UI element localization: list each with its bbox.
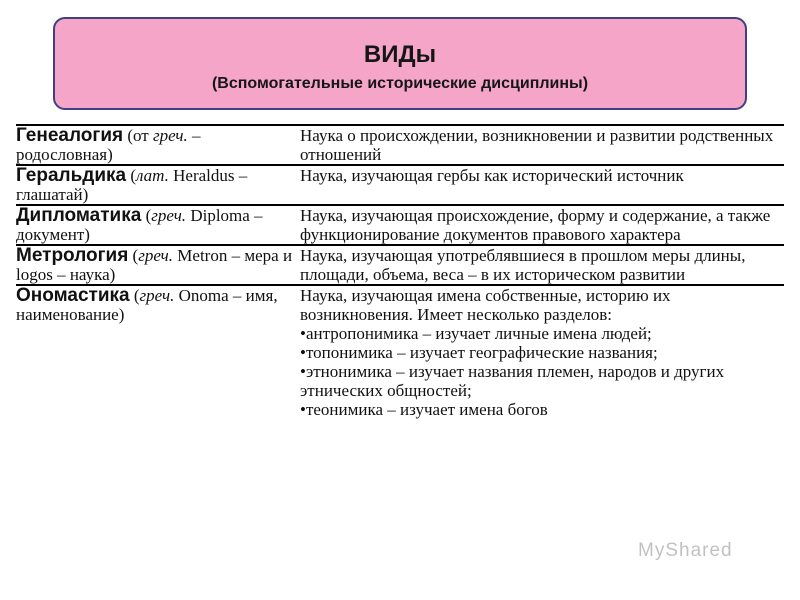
definition-text: Наука, изучающая гербы как исторический источник xyxy=(300,166,684,185)
term-origin-open: ( xyxy=(141,206,152,225)
table-row-metrology xyxy=(16,245,784,285)
definition-bullet: •этнонимика – изучает названия племен, народов и других этнических общностей; xyxy=(300,362,725,400)
term-origin-open: ( xyxy=(129,286,140,305)
title-banner xyxy=(53,17,747,110)
term-origin-meaning: Onoma – имя, наименование) xyxy=(16,286,278,324)
table-row-diplomatics xyxy=(16,205,784,245)
disciplines-table xyxy=(16,124,784,419)
table-row-heraldry xyxy=(16,165,784,205)
term-cell xyxy=(16,165,300,205)
definition-cell xyxy=(300,245,784,285)
definition-bullet: •антропонимика – изучает личные имена людей; xyxy=(300,324,652,343)
term-origin-language: греч. xyxy=(151,206,187,225)
term-origin-meaning: – родословная) xyxy=(16,126,201,164)
term-origin-meaning: Heraldus – глашатай) xyxy=(16,166,248,204)
term-origin-language: лат. xyxy=(136,166,169,185)
table-row-genealogy xyxy=(16,125,784,165)
term-origin-meaning: Diploma – документ) xyxy=(16,206,263,244)
term-name: Ономастика xyxy=(16,285,130,306)
term-cell xyxy=(16,245,300,285)
term-origin-language: греч. xyxy=(152,126,188,145)
definition-cell xyxy=(300,205,784,245)
definition-text: Наука, изучающая имена собственные, историю их возникновения. Имеет несколько разделов: xyxy=(300,286,671,324)
table-row-onomastics xyxy=(16,285,784,419)
watermark-logo: MyShared xyxy=(638,540,733,561)
term-name: Генеалогия xyxy=(16,125,124,146)
definition-text: Наука, изучающая употреблявшиеся в прошлом меры длины, площади, объема, веса – в их историческом развитии xyxy=(300,246,746,284)
page-subtitle: (Вспомогательные исторические дисциплины) xyxy=(211,75,589,92)
definition-text: Наука о происхождении, возникновении и развитии родственных отношений xyxy=(300,126,774,164)
definition-bullet: •теонимика – изучает имена богов xyxy=(300,400,548,419)
disciplines-table-body xyxy=(16,125,784,419)
term-name: Дипломатика xyxy=(16,205,142,226)
term-cell xyxy=(16,205,300,245)
definition-bullet: •топонимика – изучает географические названия; xyxy=(300,343,658,362)
term-name: Геральдика xyxy=(16,165,127,186)
page-title: ВИДы xyxy=(363,41,437,68)
definition-text: Наука, изучающая происхождение, форму и содержание, а также функционирование документов правового характера xyxy=(300,206,771,244)
term-origin-language: греч. xyxy=(138,246,174,265)
term-origin-open: ( xyxy=(128,246,139,265)
definition-cell xyxy=(300,165,784,205)
term-cell xyxy=(16,285,300,419)
term-name: Метрология xyxy=(16,245,129,266)
definition-cell xyxy=(300,285,784,419)
term-origin-meaning: Metron – мера и logos – наука) xyxy=(16,246,293,284)
term-origin-language: греч. xyxy=(139,286,175,305)
definition-cell xyxy=(300,125,784,165)
term-origin-open: ( xyxy=(126,166,137,185)
term-origin-open: (от xyxy=(123,126,153,145)
term-cell xyxy=(16,125,300,165)
